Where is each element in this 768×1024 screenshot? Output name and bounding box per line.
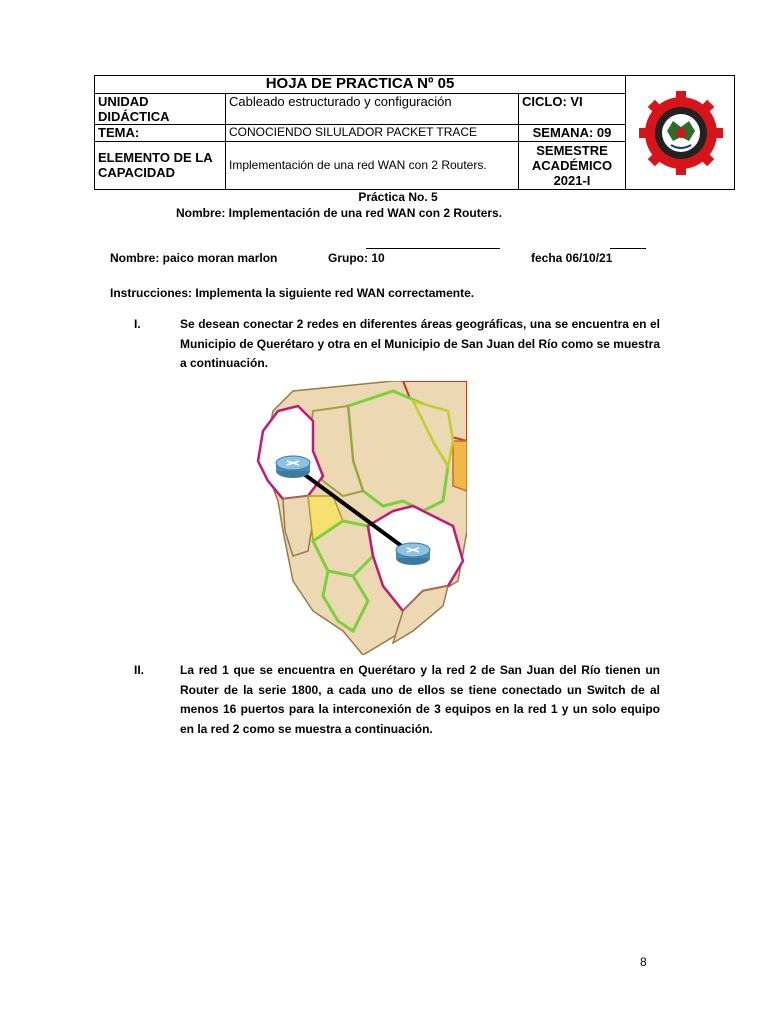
page-number: 8	[640, 955, 647, 969]
item-1-text: Se desean conectar 2 redes en diferentes áreas geográficas, una se encuentra en el Municipio de Querétaro y otra en el Municipio de San Juan del Río como se muestra a continuación.	[180, 317, 660, 370]
student-date: fecha 06/10/21	[531, 251, 613, 265]
router-1-icon	[276, 456, 310, 478]
week-value: SEMANA: 09	[519, 125, 626, 141]
capacity-label: ELEMENTO DE LA CAPACIDAD	[95, 141, 226, 189]
student-name: Nombre: paico moran marlon	[110, 251, 278, 265]
item-2-number: II.	[134, 663, 145, 677]
date-fill-line	[610, 248, 646, 249]
topic-value: CONOCIENDO SILULADOR PACKET TRACE	[226, 125, 519, 141]
institution-logo-icon	[626, 76, 734, 186]
practice-number: Práctica No. 5	[358, 190, 438, 204]
cycle-value: CICLO: VI	[519, 94, 626, 125]
logo-cell	[626, 76, 735, 190]
router-2-icon	[396, 543, 430, 565]
unit-label: UNIDAD DIDÁCTICA	[95, 94, 226, 125]
instructions: Instrucciones: Implementa la siguiente red WAN correctamente.	[110, 286, 475, 300]
wan-map-figure	[253, 381, 467, 655]
unit-value: Cableado estructurado y configuración	[226, 94, 519, 125]
semester-value: SEMESTRE ACADÉMICO 2021-I	[519, 141, 626, 189]
capacity-value: Implementación de una red WAN con 2 Routers.	[226, 141, 519, 189]
sheet-title: HOJA DE PRACTICA Nº 05	[95, 76, 626, 94]
group-fill-line	[366, 248, 500, 249]
item-1-number: I.	[134, 317, 141, 331]
student-group: Grupo: 10	[328, 251, 385, 265]
item-2-text: La red 1 que se encuentra en Querétaro y la red 2 de San Juan del Río tienen un Router de la serie 1800, a cada uno de ellos se tiene conectado un Switch de al menos 16 puertos para la interconexión de 3 equipos en la red 1 y un solo equipo en la red 2 como se muestra a continuación.	[180, 663, 660, 736]
practice-name: Nombre: Implementación de una red WAN con 2 Routers.	[176, 206, 503, 220]
header-table	[94, 75, 735, 190]
topic-label: TEMA:	[95, 125, 226, 141]
